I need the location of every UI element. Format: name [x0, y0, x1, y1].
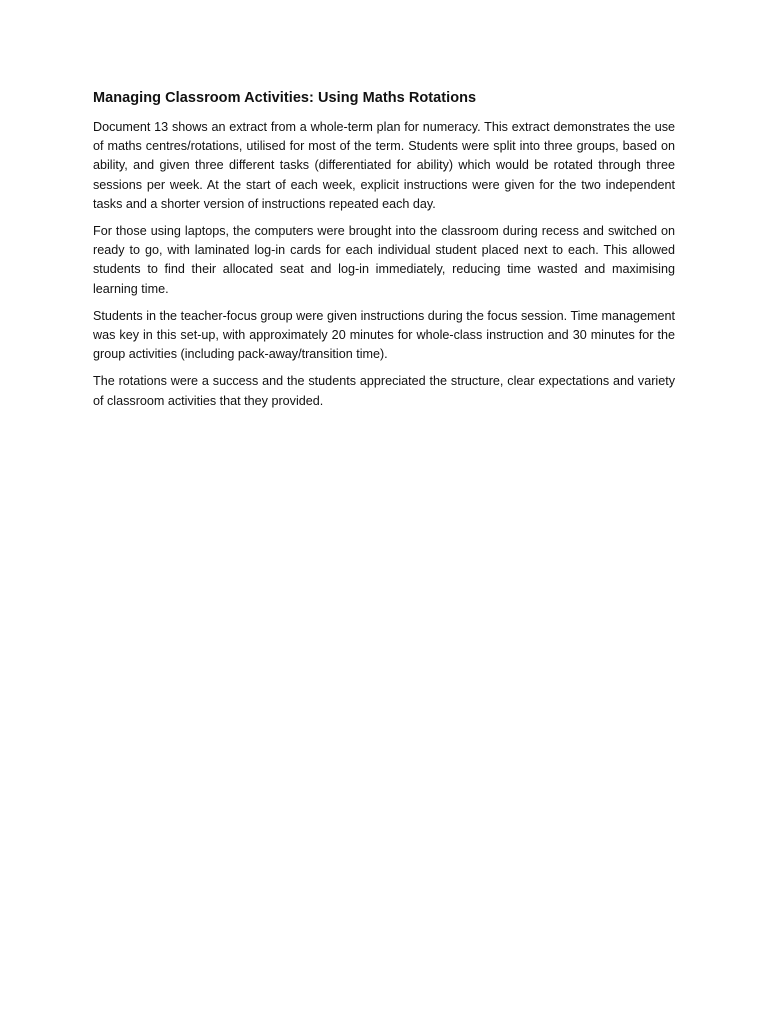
paragraph-2: For those using laptops, the computers were brought into the classroom during recess and switched on ready to go, with laminated log-in cards for each individual student placed next to each. This allowed students to find their allocated seat and log-in immediately, reducing time wasted and maximising learning time. — [93, 224, 675, 296]
paragraph-3: Students in the teacher-focus group were given instructions during the focus session. Time management was key in this set-up, with approximately 20 minutes for whole-class instruction and 30 minutes for the group activities (including pack-away/transition time). — [93, 308, 675, 362]
document-title: Managing Classroom Activities: Using Maths Rotations — [93, 90, 477, 106]
document-page — [93, 88, 675, 419]
paragraph-4: The rotations were a success and the students appreciated the structure, clear expectations and variety of classroom activities that they provided. — [93, 374, 675, 408]
paragraph-1: Document 13 shows an extract from a whole-term plan for numeracy. This extract demonstrates the use of maths centres/rotations, utilised for most of the term. Students were split into three groups, based on ability, and given three different tasks (differentiated for ability) which would be rotated through three sessions per week. At the start of each week, explicit instructions were given for the two independent tasks and a shorter version of instructions repeated each day. — [93, 120, 675, 211]
